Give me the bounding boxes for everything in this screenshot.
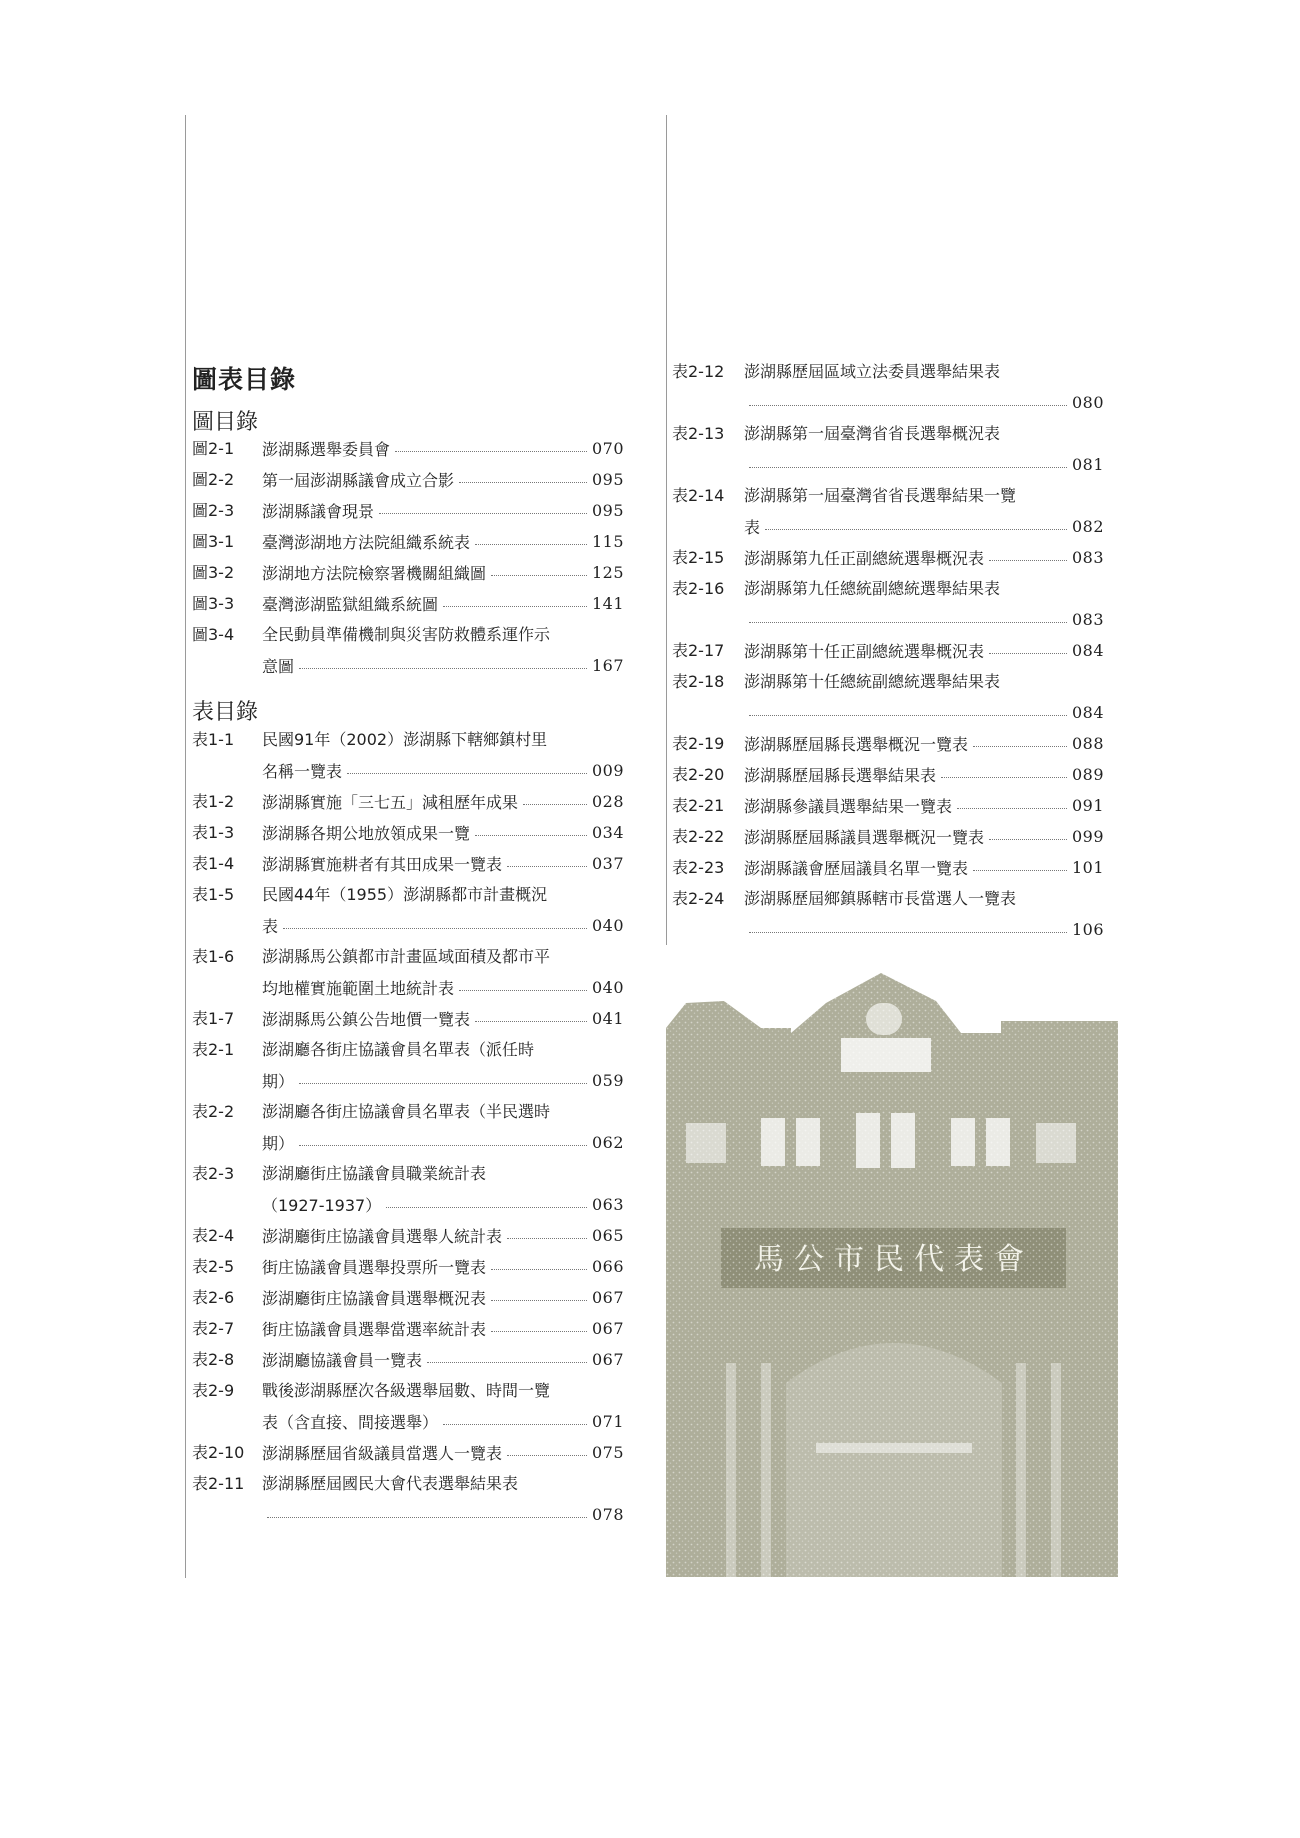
dot-leader xyxy=(989,653,1067,654)
entry-title-line: 澎湖縣歷屆國民大會代表選舉結果表 xyxy=(262,1474,519,1493)
entry-title-row xyxy=(262,755,624,786)
entry-label: 表2-15 xyxy=(672,548,725,567)
toc-entry xyxy=(672,635,1104,666)
page-number: 081 xyxy=(1071,455,1104,474)
entry-title-line: 澎湖縣參議員選舉結果一覽表 xyxy=(744,797,953,816)
page-title: 圖表目錄 xyxy=(192,365,297,394)
entry-title-row xyxy=(744,604,1104,635)
dot-leader xyxy=(507,1238,587,1239)
toc-entry xyxy=(672,821,1104,852)
page-number: 065 xyxy=(591,1226,624,1245)
entry-title-line: 澎湖縣第十任正副總統選舉概況表 xyxy=(744,642,985,661)
page-number: 115 xyxy=(591,532,624,551)
entry-title-row xyxy=(262,1251,624,1282)
dot-leader xyxy=(347,773,587,774)
entry-title-line: 澎湖縣歷屆鄉鎮縣轄市長當選人一覽表 xyxy=(744,889,1017,908)
toc-entry xyxy=(192,1375,624,1437)
dot-leader xyxy=(749,715,1067,716)
entry-label: 表2-16 xyxy=(672,579,725,598)
dot-leader xyxy=(491,1269,587,1270)
page-number: 141 xyxy=(591,594,624,613)
entry-title-row xyxy=(262,972,624,1003)
entry-title-line: 臺灣澎湖地方法院組織系統表 xyxy=(262,533,471,552)
entry-title-line: 澎湖縣議會現景 xyxy=(262,502,375,521)
entry-title-line: 澎湖縣歷屆省級議員當選人一覽表 xyxy=(262,1444,503,1463)
entry-title-row xyxy=(262,1065,624,1096)
entry-label: 圖3-2 xyxy=(192,563,235,582)
entry-title-row xyxy=(744,449,1104,480)
toc-entry xyxy=(672,883,1104,945)
toc-entry xyxy=(672,542,1104,573)
entry-label: 圖3-4 xyxy=(192,625,235,644)
entry-title-row xyxy=(744,387,1104,418)
toc-entry xyxy=(192,1158,624,1220)
toc-entry xyxy=(192,464,624,495)
page-number: 067 xyxy=(591,1319,624,1338)
page-number: 091 xyxy=(1071,796,1104,815)
entry-title-line: 澎湖廳協議會員一覽表 xyxy=(262,1351,423,1370)
entry-title-line: 澎湖縣實施「三七五」減租歷年成果 xyxy=(262,793,519,812)
dot-leader xyxy=(973,870,1067,871)
dot-leader xyxy=(443,1424,587,1425)
dot-leader xyxy=(299,1083,587,1084)
entry-label: 表2-23 xyxy=(672,858,725,877)
tables-heading: 表目錄 xyxy=(192,700,259,725)
toc-entry xyxy=(672,356,1104,418)
page-number: 095 xyxy=(591,501,624,520)
toc-entry xyxy=(192,557,624,588)
toc-entry xyxy=(192,1313,624,1344)
dot-leader xyxy=(379,513,587,514)
entry-label: 表2-17 xyxy=(672,641,725,660)
toc-entry xyxy=(192,1437,624,1468)
page-number: 062 xyxy=(591,1133,624,1152)
tables-list-right xyxy=(672,356,1104,945)
entry-title-line: 澎湖廳各街庄協議會員名單表（派任時 xyxy=(262,1040,535,1059)
entry-title-row xyxy=(744,635,1104,666)
entry-title-line: 澎湖地方法院檢察署機關組織圖 xyxy=(262,564,487,583)
page-number: 034 xyxy=(591,823,624,842)
entry-label: 表2-21 xyxy=(672,796,725,815)
entry-title-row xyxy=(262,817,624,848)
entry-label: 圖2-2 xyxy=(192,470,235,489)
page-number: 028 xyxy=(591,792,624,811)
entry-label: 表1-6 xyxy=(192,947,235,966)
entry-label: 圖3-3 xyxy=(192,594,235,613)
entry-label: 表2-9 xyxy=(192,1381,235,1400)
entry-title-line: 澎湖縣第九任正副總統選舉概況表 xyxy=(744,549,985,568)
entry-title-line: 表 xyxy=(262,917,279,936)
entry-label: 表2-12 xyxy=(672,362,725,381)
entry-title-line: 期） xyxy=(262,1072,295,1091)
toc-entry xyxy=(192,848,624,879)
entry-label: 表2-24 xyxy=(672,889,725,908)
entry-label: 表2-3 xyxy=(192,1164,235,1183)
dot-leader xyxy=(395,451,587,452)
entry-label: 表2-2 xyxy=(192,1102,235,1121)
entry-title-line: 名稱一覽表 xyxy=(262,762,343,781)
page-number: 078 xyxy=(591,1505,624,1524)
entry-label: 表1-7 xyxy=(192,1009,235,1028)
entry-title-row xyxy=(262,1003,624,1034)
entry-title-line: 戰後澎湖縣歷次各級選舉屆數、時間一覽 xyxy=(262,1381,551,1400)
toc-entry xyxy=(192,1344,624,1375)
building-photo xyxy=(666,973,1118,1577)
entry-title-row xyxy=(262,588,624,619)
entry-label: 表2-6 xyxy=(192,1288,235,1307)
toc-entry xyxy=(672,480,1104,542)
entry-label: 表2-20 xyxy=(672,765,725,784)
dot-leader xyxy=(523,804,587,805)
dot-leader xyxy=(989,839,1067,840)
toc-entry xyxy=(672,759,1104,790)
entry-title-row xyxy=(262,786,624,817)
entry-label: 表2-22 xyxy=(672,827,725,846)
dot-leader xyxy=(475,544,587,545)
entry-title-row xyxy=(262,557,624,588)
entry-title-row xyxy=(744,759,1104,790)
entry-title-row xyxy=(262,1406,624,1437)
page-number: 037 xyxy=(591,854,624,873)
entry-title-line: 街庄協議會員選舉當選率統計表 xyxy=(262,1320,487,1339)
dot-leader xyxy=(283,928,587,929)
entry-title-row xyxy=(262,1344,624,1375)
entry-title-line: 澎湖縣歷屆區域立法委員選舉結果表 xyxy=(744,362,1001,381)
toc-entry xyxy=(192,1003,624,1034)
entry-title-line: 澎湖縣馬公鎮都市計畫區域面積及都市平 xyxy=(262,947,551,966)
toc-entry xyxy=(192,724,624,786)
entry-label: 圖3-1 xyxy=(192,532,235,551)
toc-entry xyxy=(192,495,624,526)
toc-entry xyxy=(192,619,624,681)
toc-entry xyxy=(192,786,624,817)
entry-label: 表2-5 xyxy=(192,1257,235,1276)
entry-label: 表2-18 xyxy=(672,672,725,691)
entry-title-line: 澎湖廳各街庄協議會員名單表（半民選時 xyxy=(262,1102,551,1121)
entry-title-row xyxy=(744,511,1104,542)
dot-leader xyxy=(507,866,587,867)
dot-leader xyxy=(749,622,1067,623)
entry-title-line: 民國91年（2002）澎湖縣下轄鄉鎮村里 xyxy=(262,730,548,749)
page-number: 067 xyxy=(591,1350,624,1369)
toc-entry xyxy=(672,418,1104,480)
left-margin-rule xyxy=(185,115,186,1578)
entry-title-line: 澎湖縣第九任總統副總統選舉結果表 xyxy=(744,579,1001,598)
entry-title-line: 臺灣澎湖監獄組織系統圖 xyxy=(262,595,439,614)
entry-label: 表2-10 xyxy=(192,1443,245,1462)
dot-leader xyxy=(749,405,1067,406)
page-number: 082 xyxy=(1071,517,1104,536)
dot-leader xyxy=(459,990,587,991)
dot-leader xyxy=(491,575,587,576)
figures-list xyxy=(192,433,624,681)
page-number: 070 xyxy=(591,439,624,458)
entry-title-line: 澎湖縣各期公地放領成果一覽 xyxy=(262,824,471,843)
entry-title-line: 意圖 xyxy=(262,657,295,676)
toc-entry xyxy=(672,573,1104,635)
entry-title-line: 澎湖縣歷屆縣長選舉結果表 xyxy=(744,766,937,785)
toc-entry xyxy=(192,941,624,1003)
page-number: 106 xyxy=(1071,920,1104,939)
entry-title-row xyxy=(262,495,624,526)
toc-entry xyxy=(192,1251,624,1282)
entry-title-row xyxy=(744,728,1104,759)
entry-label: 圖2-1 xyxy=(192,439,235,458)
dot-leader xyxy=(989,560,1067,561)
page-number: 089 xyxy=(1071,765,1104,784)
entry-label: 表2-13 xyxy=(672,424,725,443)
page-number: 095 xyxy=(591,470,624,489)
page-number: 080 xyxy=(1071,393,1104,412)
page-number: 088 xyxy=(1071,734,1104,753)
entry-title-row xyxy=(262,526,624,557)
entry-title-row xyxy=(744,542,1104,573)
dot-leader xyxy=(443,606,587,607)
entry-label: 表1-4 xyxy=(192,854,235,873)
toc-entry xyxy=(192,1220,624,1251)
page-number: 040 xyxy=(591,978,624,997)
toc-entry xyxy=(672,790,1104,821)
dot-leader xyxy=(749,932,1067,933)
dot-leader xyxy=(941,777,1067,778)
dot-leader xyxy=(267,1517,587,1518)
page-number: 084 xyxy=(1071,703,1104,722)
dot-leader xyxy=(386,1207,587,1208)
entry-title-row xyxy=(744,821,1104,852)
entry-label: 表1-1 xyxy=(192,730,235,749)
dot-leader xyxy=(507,1455,587,1456)
entry-title-row xyxy=(262,848,624,879)
entry-title-row xyxy=(744,697,1104,728)
page-number: 067 xyxy=(591,1288,624,1307)
page-number: 167 xyxy=(591,656,624,675)
toc-entry xyxy=(192,879,624,941)
dot-leader xyxy=(491,1331,587,1332)
entry-title-line: 澎湖縣歷屆縣長選舉概況一覽表 xyxy=(744,735,969,754)
entry-label: 圖2-3 xyxy=(192,501,235,520)
entry-title-line: 澎湖縣第一屆臺灣省省長選舉結果一覽 xyxy=(744,486,1017,505)
entry-title-line: 均地權實施範圍土地統計表 xyxy=(262,979,455,998)
entry-label: 表1-3 xyxy=(192,823,235,842)
tables-list-left xyxy=(192,724,624,1530)
toc-entry xyxy=(192,817,624,848)
entry-title-row xyxy=(262,464,624,495)
entry-label: 表2-1 xyxy=(192,1040,235,1059)
entry-title-row xyxy=(262,1220,624,1251)
entry-title-line: 澎湖縣馬公鎮公告地價一覽表 xyxy=(262,1010,471,1029)
entry-title-row xyxy=(262,433,624,464)
page-number: 125 xyxy=(591,563,624,582)
toc-entry xyxy=(192,526,624,557)
page-number: 009 xyxy=(591,761,624,780)
dot-leader xyxy=(973,746,1067,747)
column-divider-rule xyxy=(666,115,667,945)
toc-entry xyxy=(192,1282,624,1313)
page-number: 063 xyxy=(591,1195,624,1214)
toc-entry xyxy=(672,852,1104,883)
entry-title-line: 澎湖縣選舉委員會 xyxy=(262,440,391,459)
entry-title-line: 全民動員準備機制與災害防救體系運作示 xyxy=(262,625,551,644)
entry-label: 表2-8 xyxy=(192,1350,235,1369)
page-number: 101 xyxy=(1071,858,1104,877)
entry-title-line: 第一屆澎湖縣議會成立合影 xyxy=(262,471,455,490)
entry-title-line: 澎湖縣第十任總統副總統選舉結果表 xyxy=(744,672,1001,691)
entry-title-row xyxy=(262,910,624,941)
dot-leader xyxy=(427,1362,587,1363)
dot-leader xyxy=(459,482,587,483)
entry-title-line: 澎湖廳街庄協議會員選舉概況表 xyxy=(262,1289,487,1308)
entry-title-row xyxy=(744,852,1104,883)
entry-title-line: （1927-1937） xyxy=(262,1196,382,1215)
entry-title-row xyxy=(262,1313,624,1344)
entry-label: 表2-11 xyxy=(192,1474,245,1493)
toc-entry xyxy=(672,666,1104,728)
dot-leader xyxy=(299,1145,587,1146)
entry-title-line: 澎湖縣第一屆臺灣省省長選舉概況表 xyxy=(744,424,1001,443)
page-number: 059 xyxy=(591,1071,624,1090)
entry-label: 表2-14 xyxy=(672,486,725,505)
entry-title-row xyxy=(744,914,1104,945)
dot-leader xyxy=(475,835,587,836)
page-number: 083 xyxy=(1071,610,1104,629)
page-number: 040 xyxy=(591,916,624,935)
entry-title-line: 澎湖縣歷屆縣議員選舉概況一覽表 xyxy=(744,828,985,847)
entry-label: 表1-5 xyxy=(192,885,235,904)
entry-title-line: 期） xyxy=(262,1134,295,1153)
entry-title-line: 民國44年（1955）澎湖縣都市計畫概況 xyxy=(262,885,548,904)
entry-title-line: 澎湖縣議會歷屆議員名單一覽表 xyxy=(744,859,969,878)
entry-title-line: 表（含直接、間接選舉） xyxy=(262,1413,439,1432)
dot-leader xyxy=(749,467,1067,468)
entry-label: 表2-4 xyxy=(192,1226,235,1245)
dot-leader xyxy=(957,808,1067,809)
entry-title-line: 澎湖縣實施耕者有其田成果一覽表 xyxy=(262,855,503,874)
page-number: 066 xyxy=(591,1257,624,1276)
dot-leader xyxy=(475,1021,587,1022)
dot-leader xyxy=(491,1300,587,1301)
toc-entry xyxy=(192,433,624,464)
toc-entry xyxy=(192,1034,624,1096)
entry-title-row xyxy=(262,650,624,681)
entry-title-row xyxy=(744,790,1104,821)
entry-title-line: 澎湖廳街庄協議會員選舉人統計表 xyxy=(262,1227,503,1246)
figures-heading: 圖目錄 xyxy=(192,410,259,435)
entry-title-line: 澎湖廳街庄協議會員職業統計表 xyxy=(262,1164,487,1183)
toc-entry xyxy=(192,1468,624,1530)
entry-label: 表1-2 xyxy=(192,792,235,811)
toc-entry xyxy=(192,588,624,619)
dot-leader xyxy=(299,668,587,669)
page-number: 041 xyxy=(591,1009,624,1028)
entry-title-row xyxy=(262,1499,624,1530)
entry-title-row xyxy=(262,1127,624,1158)
page-number: 071 xyxy=(591,1412,624,1431)
entry-label: 表2-19 xyxy=(672,734,725,753)
page-number: 075 xyxy=(591,1443,624,1462)
entry-title-line: 表 xyxy=(744,518,761,537)
entry-title-row xyxy=(262,1437,624,1468)
toc-entry xyxy=(672,728,1104,759)
entry-label: 表2-7 xyxy=(192,1319,235,1338)
page-number: 083 xyxy=(1071,548,1104,567)
entry-title-row xyxy=(262,1189,624,1220)
page-number: 099 xyxy=(1071,827,1104,846)
dot-leader xyxy=(765,529,1067,530)
toc-entry xyxy=(192,1096,624,1158)
entry-title-line: 街庄協議會員選舉投票所一覽表 xyxy=(262,1258,487,1277)
page-number: 084 xyxy=(1071,641,1104,660)
entry-title-row xyxy=(262,1282,624,1313)
